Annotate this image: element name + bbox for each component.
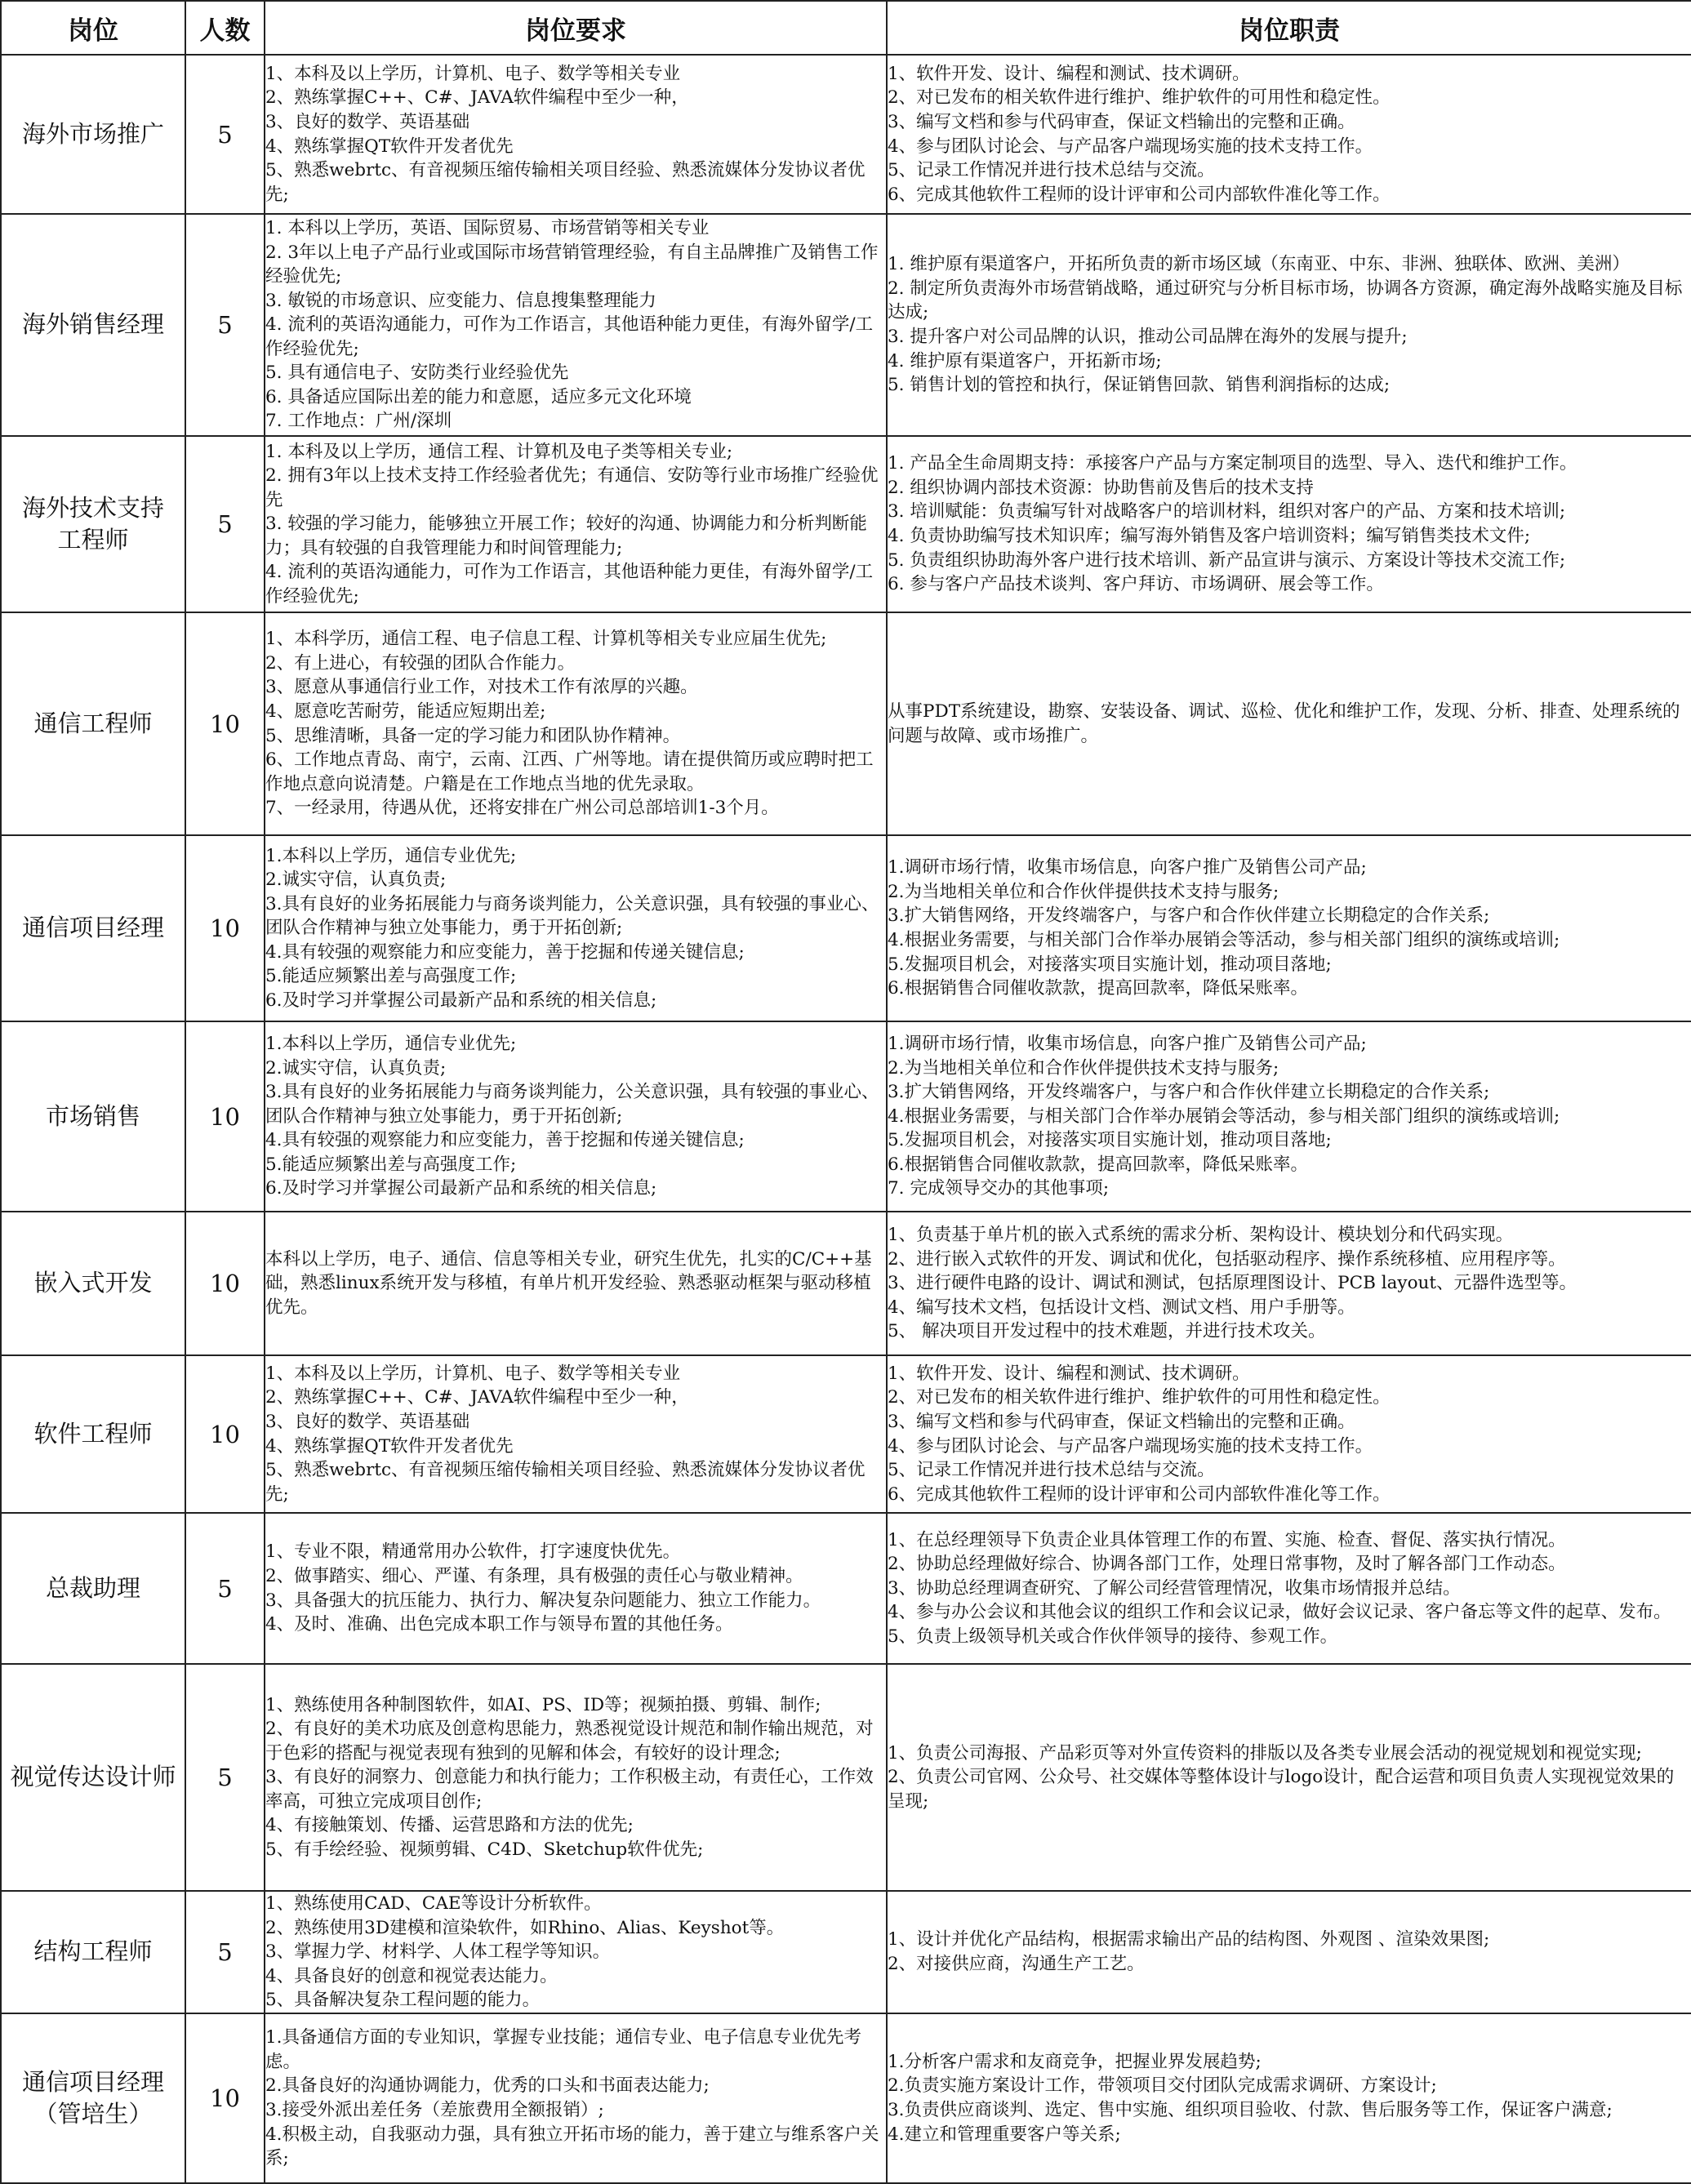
requirement-item: 4.积极主动，自我驱动力强，具有独立开拓市场的能力，善于建立与维系客户关系; <box>265 2124 879 2169</box>
duties-cell <box>887 612 1691 835</box>
requirement-item: 3.接受外派出差任务（差旅费用全额报销）; <box>265 2100 604 2120</box>
duties-cell <box>887 1513 1691 1664</box>
requirement-item: 1.本科以上学历，通信专业优先; <box>265 845 517 866</box>
duties-cell <box>887 214 1691 436</box>
position-name: 通信项目经理 <box>21 2067 164 2096</box>
position-name: 总裁助理 <box>45 1573 140 1602</box>
requirement-item: 2、有良好的美术功底及创意构思能力，熟悉视觉设计规范和制作输出规范，对于色彩的搭配与视觉表现有独到的见解和体会，有较好的设计理念; <box>265 1719 874 1764</box>
headcount-cell: 10 <box>185 1212 265 1355</box>
table-row <box>1 1664 1691 1891</box>
requirement-item: 2.具备良好的沟通协调能力，优秀的口头和书面表达能力; <box>265 2075 710 2097</box>
header-row <box>1 1 1691 55</box>
requirement-item: 1. 本科以上学历，英语、国际贸易、市场营销等相关专业 <box>265 217 710 238</box>
header-position: 岗位 <box>1 1 185 55</box>
table-row <box>1 2013 1691 2183</box>
duty-item: 4、编写技术文档，包括设计文档、测试文档、用户手册等。 <box>888 1297 1355 1318</box>
duty-item: 5、 解决项目开发过程中的技术难题，并进行技术攻关。 <box>888 1321 1326 1342</box>
requirement-item: 2.诚实守信，认真负责; <box>265 870 447 891</box>
requirement-item: 1、本科及以上学历，计算机、电子、数学等相关专业 <box>265 1363 681 1384</box>
duty-item: 6、完成其他软件工程师的设计评审和公司内部软件准化等工作。 <box>888 184 1391 205</box>
position-cell <box>1 1355 185 1513</box>
duties-cell <box>887 1891 1691 2013</box>
requirement-item: 5、有手绘经验、视频剪辑、C4D、Sketchup软件优先; <box>265 1839 704 1860</box>
headcount-cell: 5 <box>185 1513 265 1664</box>
requirement-item: 6.及时学习并掌握公司最新产品和系统的相关信息; <box>265 1178 657 1199</box>
position-name: 海外市场推广 <box>21 119 164 148</box>
headcount-cell: 5 <box>185 436 265 612</box>
duty-item: 7. 完成领导交办的其他事项; <box>888 1178 1110 1199</box>
requirements-cell <box>265 436 887 612</box>
requirement-item: 3、具备强大的抗压能力、执行力、解决复杂问题能力、独立工作能力。 <box>265 1590 821 1611</box>
duty-item: 3. 培训赋能：负责编写针对战略客户的培训材料，组织对客户的产品、方案和技术培训; <box>888 501 1566 523</box>
position-name: 结构工程师 <box>33 1937 153 1966</box>
position-cell <box>1 1513 185 1664</box>
position-name: 通信工程师 <box>33 709 153 737</box>
duty-item: 4、参与团队讨论会、与产品客户端现场实施的技术支持工作。 <box>888 1435 1373 1457</box>
position-cell <box>1 2013 185 2183</box>
table-row <box>1 1021 1691 1212</box>
duties-cell <box>887 1021 1691 1212</box>
duty-item: 1、在总经理领导下负责企业具体管理工作的布置、实施、检查、督促、落实执行情况。 <box>888 1529 1566 1550</box>
position-name: 软件工程师 <box>33 1419 153 1448</box>
requirement-item: 3、良好的数学、英语基础 <box>265 1411 470 1432</box>
table-row <box>1 1891 1691 2013</box>
requirements-cell <box>265 214 887 436</box>
requirement-item: 2、有上进心，有较强的团队合作能力。 <box>265 652 576 674</box>
duty-item: 5. 销售计划的管控和执行，保证销售回款、销售利润指标的达成; <box>888 375 1391 396</box>
duty-item: 1. 维护原有渠道客户，开拓所负责的新市场区域（东南亚、中东、非洲、独联体、欧洲、美洲） <box>888 254 1630 275</box>
duty-item: 1、软件开发、设计、编程和测试、技术调研。 <box>888 63 1250 84</box>
position-name: 工程师 <box>57 526 129 554</box>
requirement-item: 1、本科学历，通信工程、电子信息工程、计算机等相关专业应届生优先; <box>265 629 827 650</box>
requirement-item: 1、熟练使用各种制图软件，如AI、PS、ID等；视频拍摄、剪辑、制作; <box>265 1694 821 1715</box>
headcount-cell: 5 <box>185 214 265 436</box>
requirement-item: 1. 本科及以上学历，通信工程、计算机及电子类等相关专业; <box>265 441 733 462</box>
duty-item: 3、协助总经理调查研究、了解公司经营管理情况，收集市场情报并总结。 <box>888 1577 1461 1599</box>
header-requirements: 岗位要求 <box>265 1 887 55</box>
table-row <box>1 612 1691 835</box>
duty-item: 2、对已发布的相关软件进行维护、维护软件的可用性和稳定性。 <box>888 87 1391 109</box>
requirements-cell <box>265 55 887 214</box>
requirement-item: 3、有良好的洞察力、创意能力和执行能力；工作积极主动，有责任心，工作效率高，可独立完成项目创作; <box>265 1767 874 1812</box>
position-name: 海外技术支持 <box>21 493 164 522</box>
headcount-cell: 10 <box>185 2013 265 2183</box>
requirement-item: 4、愿意吃苦耐劳，能适应短期出差; <box>265 701 546 722</box>
requirement-item: 2、熟练掌握C++、C#、JAVA软件编程中至少一种， <box>265 87 689 109</box>
requirement-item: 3、掌握力学、材料学、人体工程学等知识。 <box>265 1942 611 1963</box>
requirement-item: 5.能适应频繁出差与高强度工作; <box>265 1154 517 1175</box>
position-cell <box>1 214 185 436</box>
requirement-item: 5、具备解决复杂工程问题的能力。 <box>265 1990 541 2011</box>
duty-item: 4. 负责协助编写技术知识库；编写海外销售及客户培训资料；编写销售类技术文件; <box>888 526 1531 546</box>
position-name: 海外销售经理 <box>21 310 164 339</box>
headcount-cell: 10 <box>185 1021 265 1212</box>
requirement-item: 5、熟悉webrtc、有音视频压缩传输相关项目经验、熟悉流媒体分发协议者优先; <box>265 160 866 205</box>
requirement-item: 4、有接触策划、传播、运营思路和方法的优先; <box>265 1815 634 1836</box>
position-cell <box>1 1021 185 1212</box>
duty-item: 4. 维护原有渠道客户，开拓新市场; <box>888 350 1162 371</box>
position-cell <box>1 1891 185 2013</box>
requirements-cell <box>265 1891 887 2013</box>
requirement-item: 4、具备良好的创意和视觉表达能力。 <box>265 1965 558 1986</box>
requirements-cell <box>265 1212 887 1355</box>
duty-item: 4.建立和管理重要客户等关系; <box>888 2124 1121 2145</box>
duty-item: 3、编写文档和参与代码审查，保证文档输出的完整和正确。 <box>888 111 1355 132</box>
duties-cell <box>887 1212 1691 1355</box>
duty-item: 6. 参与客户产品技术谈判、客户拜访、市场调研、展会等工作。 <box>888 574 1384 595</box>
requirement-item: 本科以上学历，电子、通信、信息等相关专业，研究生优先，扎实的C/C++基础，熟悉linux系统开发与移植，有单片机开发经验、熟悉驱动框架与驱动移植优先。 <box>265 1248 872 1318</box>
duty-item: 5、记录工作情况并进行技术总结与交流。 <box>888 160 1215 181</box>
requirement-item: 6.及时学习并掌握公司最新产品和系统的相关信息; <box>265 990 657 1011</box>
requirements-cell <box>265 2013 887 2183</box>
position-name: （管培生） <box>33 2100 153 2128</box>
header-count: 人数 <box>185 1 265 55</box>
position-cell <box>1 436 185 612</box>
position-cell <box>1 55 185 214</box>
duty-item: 4、参与办公会议和其他会议的组织工作和会议记录，做好会议记录、客户备忘等文件的起草、发布。 <box>888 1602 1671 1623</box>
requirements-cell <box>265 1513 887 1664</box>
duty-item: 2. 制定所负责海外市场营销战略，通过研究与分析目标市场，协调各方资源，确定海外战略实施及目标达成; <box>888 278 1683 323</box>
duty-item: 1、设计并优化产品结构，根据需求输出产品的结构图、外观图 、渲染效果图; <box>888 1929 1490 1950</box>
duty-item: 2、对已发布的相关软件进行维护、维护软件的可用性和稳定性。 <box>888 1387 1391 1408</box>
table-row <box>1 55 1691 214</box>
position-name: 通信项目经理 <box>21 914 164 942</box>
duty-item: 5. 负责组织协助海外客户进行技术培训、新产品宣讲与演示、方案设计等技术交流工作; <box>888 549 1566 571</box>
duty-item: 2、负责公司官网、公众号、社交媒体等整体设计与logo设计，配合运营和项目负责人实现视觉效果的呈现; <box>888 1767 1675 1812</box>
requirements-cell <box>265 1355 887 1513</box>
requirement-item: 3. 敏锐的市场意识、应变能力、信息搜集整理能力 <box>265 290 656 311</box>
duties-cell <box>887 55 1691 214</box>
requirement-item: 3.具有良好的业务拓展能力与商务谈判能力，公关意识强，具有较强的事业心、团队合作精神与独立处事能力，勇于开拓创新; <box>265 1082 879 1127</box>
duties-cell <box>887 1355 1691 1513</box>
headcount-cell: 5 <box>185 1891 265 2013</box>
requirement-item: 5、熟悉webrtc、有音视频压缩传输相关项目经验、熟悉流媒体分发协议者优先; <box>265 1460 866 1505</box>
requirement-item: 1、熟练使用CAD、CAE等设计分析软件。 <box>265 1893 602 1915</box>
duties-cell <box>887 436 1691 612</box>
duty-item: 1、负责基于单片机的嵌入式系统的需求分析、架构设计、模块划分和代码实现。 <box>888 1225 1514 1246</box>
requirement-item: 3、愿意从事通信行业工作，对技术工作有浓厚的兴趣。 <box>265 677 698 698</box>
duty-item: 6.根据销售合同催收款款，提高回款率，降低呆账率。 <box>888 978 1309 999</box>
duty-item: 4、参与团队讨论会、与产品客户端现场实施的技术支持工作。 <box>888 136 1373 157</box>
requirements-cell <box>265 835 887 1021</box>
duty-item: 3.扩大销售网络，开发终端客户，与客户和合作伙伴建立长期稳定的合作关系; <box>888 1082 1490 1103</box>
duty-item: 2、对接供应商，沟通生产工艺。 <box>888 1954 1145 1974</box>
duty-item: 6.根据销售合同催收款款，提高回款率，降低呆账率。 <box>888 1154 1309 1175</box>
requirement-item: 6. 具备适应国际出差的能力和意愿，适应多元文化环境 <box>265 386 692 407</box>
requirement-item: 2.诚实守信，认真负责; <box>265 1057 447 1079</box>
requirement-item: 2、熟练掌握C++、C#、JAVA软件编程中至少一种， <box>265 1387 689 1408</box>
duty-item: 5.发掘项目机会，对接落实项目实施计划，推动项目落地; <box>888 954 1332 975</box>
headcount-cell: 10 <box>185 835 265 1021</box>
duty-item: 3. 提升客户对公司品牌的认识，推动公司品牌在海外的发展与提升; <box>888 327 1408 347</box>
position-cell <box>1 1664 185 1891</box>
headcount-cell: 10 <box>185 612 265 835</box>
position-cell <box>1 835 185 1021</box>
duty-item: 5、记录工作情况并进行技术总结与交流。 <box>888 1460 1215 1481</box>
duty-item: 1.分析客户需求和友商竞争，把握业界发展趋势; <box>888 2051 1262 2072</box>
requirement-item: 4、熟练掌握QT软件开发者优先 <box>265 1435 514 1457</box>
duty-item: 4.根据业务需要，与相关部门合作举办展销会等活动，参与相关部门组织的演练或培训; <box>888 930 1560 950</box>
requirements-cell <box>265 612 887 835</box>
duty-item: 3、编写文档和参与代码审查，保证文档输出的完整和正确。 <box>888 1411 1355 1432</box>
duty-item: 4.根据业务需要，与相关部门合作举办展销会等活动，参与相关部门组织的演练或培训; <box>888 1105 1560 1127</box>
requirement-item: 3.具有良好的业务拓展能力与商务谈判能力，公关意识强，具有较强的事业心、团队合作精神与独立处事能力，勇于开拓创新; <box>265 893 879 939</box>
requirement-item: 6、工作地点青岛、南宁，云南、江西、广州等地。请在提供简历或应聘时把工作地点意向说清楚。户籍是在工作地点当地的优先录取。 <box>265 749 874 794</box>
requirement-item: 4、及时、准确、出色完成本职工作与领导布置的其他任务。 <box>265 1614 733 1635</box>
position-cell <box>1 612 185 835</box>
duties-cell <box>887 2013 1691 2183</box>
table-row <box>1 436 1691 612</box>
position-name: 视觉传达设计师 <box>10 1763 176 1791</box>
duty-item: 1.调研市场行情，收集市场信息，向客户推广及销售公司产品; <box>888 857 1367 878</box>
duty-item: 2.为当地相关单位和合作伙伴提供技术支持与服务; <box>888 881 1279 902</box>
requirement-item: 5. 具有通信电子、安防类行业经验优先 <box>265 363 569 384</box>
headcount-cell: 10 <box>185 1355 265 1513</box>
headcount-cell: 5 <box>185 55 265 214</box>
duty-item: 1、软件开发、设计、编程和测试、技术调研。 <box>888 1363 1250 1384</box>
duty-item: 1.调研市场行情，收集市场信息，向客户推广及销售公司产品; <box>888 1034 1367 1055</box>
duty-item: 2、协助总经理做好综合、协调各部门工作，处理日常事物，及时了解各部门工作动态。 <box>888 1554 1566 1575</box>
position-cell <box>1 1212 185 1355</box>
requirement-item: 2. 3年以上电子产品行业或国际市场营销管理经验，有自主品牌推广及销售工作经验优先; <box>265 242 879 287</box>
job-table-body <box>1 55 1691 2183</box>
requirement-item: 4.具有较强的观察能力和应变能力，善于挖掘和传递关键信息; <box>265 1130 745 1151</box>
table-row <box>1 1212 1691 1355</box>
duty-item: 3.扩大销售网络，开发终端客户，与客户和合作伙伴建立长期稳定的合作关系; <box>888 905 1490 927</box>
requirement-item: 1.具备通信方面的专业知识，掌握专业技能；通信专业、电子信息专业优先考虑。 <box>265 2027 862 2072</box>
duty-item: 2.为当地相关单位和合作伙伴提供技术支持与服务; <box>888 1057 1279 1079</box>
requirement-item: 7. 工作地点：广州/深圳 <box>265 411 452 432</box>
requirement-item: 1、专业不限，精通常用办公软件，打字速度快优先。 <box>265 1541 681 1563</box>
requirement-item: 3、良好的数学、英语基础 <box>265 111 470 132</box>
position-name: 市场销售 <box>45 1101 140 1130</box>
requirements-cell <box>265 1664 887 1891</box>
requirement-item: 4. 流利的英语沟通能力，可作为工作语言，其他语种能力更佳，有海外留学/工作经验优先; <box>265 314 874 359</box>
position-name: 嵌入式开发 <box>33 1269 153 1297</box>
requirement-item: 2、做事踏实、细心、严谨、有条理，具有极强的责任心与敬业精神。 <box>265 1565 803 1586</box>
requirement-item: 5、思维清晰，具备一定的学习能力和团队协作精神。 <box>265 725 681 746</box>
requirement-item: 4、熟练掌握QT软件开发者优先 <box>265 136 514 157</box>
header-duties: 岗位职责 <box>887 1 1691 55</box>
table-row <box>1 1513 1691 1664</box>
table-row <box>1 214 1691 436</box>
duty-item: 3.负责供应商谈判、选定、售中实施、组织项目验收、付款、售后服务等工作，保证客户满意; <box>888 2100 1613 2120</box>
requirement-item: 1、本科及以上学历，计算机、电子、数学等相关专业 <box>265 63 681 84</box>
requirement-item: 7、一经录用，待遇从优，还将安排在广州公司总部培训1-3个月。 <box>265 798 779 819</box>
requirement-item: 2、熟练使用3D建模和渲染软件，如Rhino、Alias、Keyshot等。 <box>265 1917 785 1938</box>
duty-item: 1、负责公司海报、产品彩页等对外宣传资料的排版以及各类专业展会活动的视觉规划和视觉实现; <box>888 1742 1642 1764</box>
duties-cell <box>887 835 1691 1021</box>
duties-cell <box>887 1664 1691 1891</box>
table-row <box>1 835 1691 1021</box>
requirement-item: 3. 较强的学习能力，能够独立开展工作；较好的沟通、协调能力和分析判断能力；具有较强的自我管理能力和时间管理能力; <box>265 514 867 558</box>
duty-item: 2.负责实施方案设计工作，带领项目交付团队完成需求调研、方案设计; <box>888 2075 1437 2097</box>
requirement-item: 5.能适应频繁出差与高强度工作; <box>265 966 517 987</box>
duty-item: 1. 产品全生命周期支持：承接客户产品与方案定制项目的选型、导入、迭代和维护工作。 <box>888 453 1578 474</box>
duty-item: 5、负责上级领导机关或合作伙伴领导的接待、参观工作。 <box>888 1626 1338 1647</box>
duty-item: 3、进行硬件电路的设计、调试和测试，包括原理图设计、PCB layout、元器件选型等。 <box>888 1273 1578 1294</box>
table-row <box>1 1355 1691 1513</box>
requirements-cell <box>265 1021 887 1212</box>
duty-item: 5.发掘项目机会，对接落实项目实施计划，推动项目落地; <box>888 1130 1332 1151</box>
requirement-item: 1.本科以上学历，通信专业优先; <box>265 1034 517 1055</box>
duty-item: 2. 组织协调内部技术资源：协助售前及售后的技术支持 <box>888 477 1314 498</box>
requirement-item: 4. 流利的英语沟通能力，可作为工作语言，其他语种能力更佳，有海外留学/工作经验优先; <box>265 562 874 607</box>
requirement-item: 4.具有较强的观察能力和应变能力，善于挖掘和传递关键信息; <box>265 941 745 963</box>
requirement-item: 2. 拥有3年以上技术支持工作经验者优先；有通信、安防等行业市场推广经验优先 <box>265 465 879 510</box>
duty-item: 2、进行嵌入式软件的开发、调试和优化，包括驱动程序、操作系统移植、应用程序等。 <box>888 1248 1566 1270</box>
duty-item: 从事PDT系统建设，勘察、安装设备、调试、巡检、优化和维护工作，发现、分析、排查、处理系统的问题与故障、或市场推广。 <box>888 701 1680 746</box>
headcount-cell: 5 <box>185 1664 265 1891</box>
duty-item: 6、完成其他软件工程师的设计评审和公司内部软件准化等工作。 <box>888 1483 1391 1505</box>
